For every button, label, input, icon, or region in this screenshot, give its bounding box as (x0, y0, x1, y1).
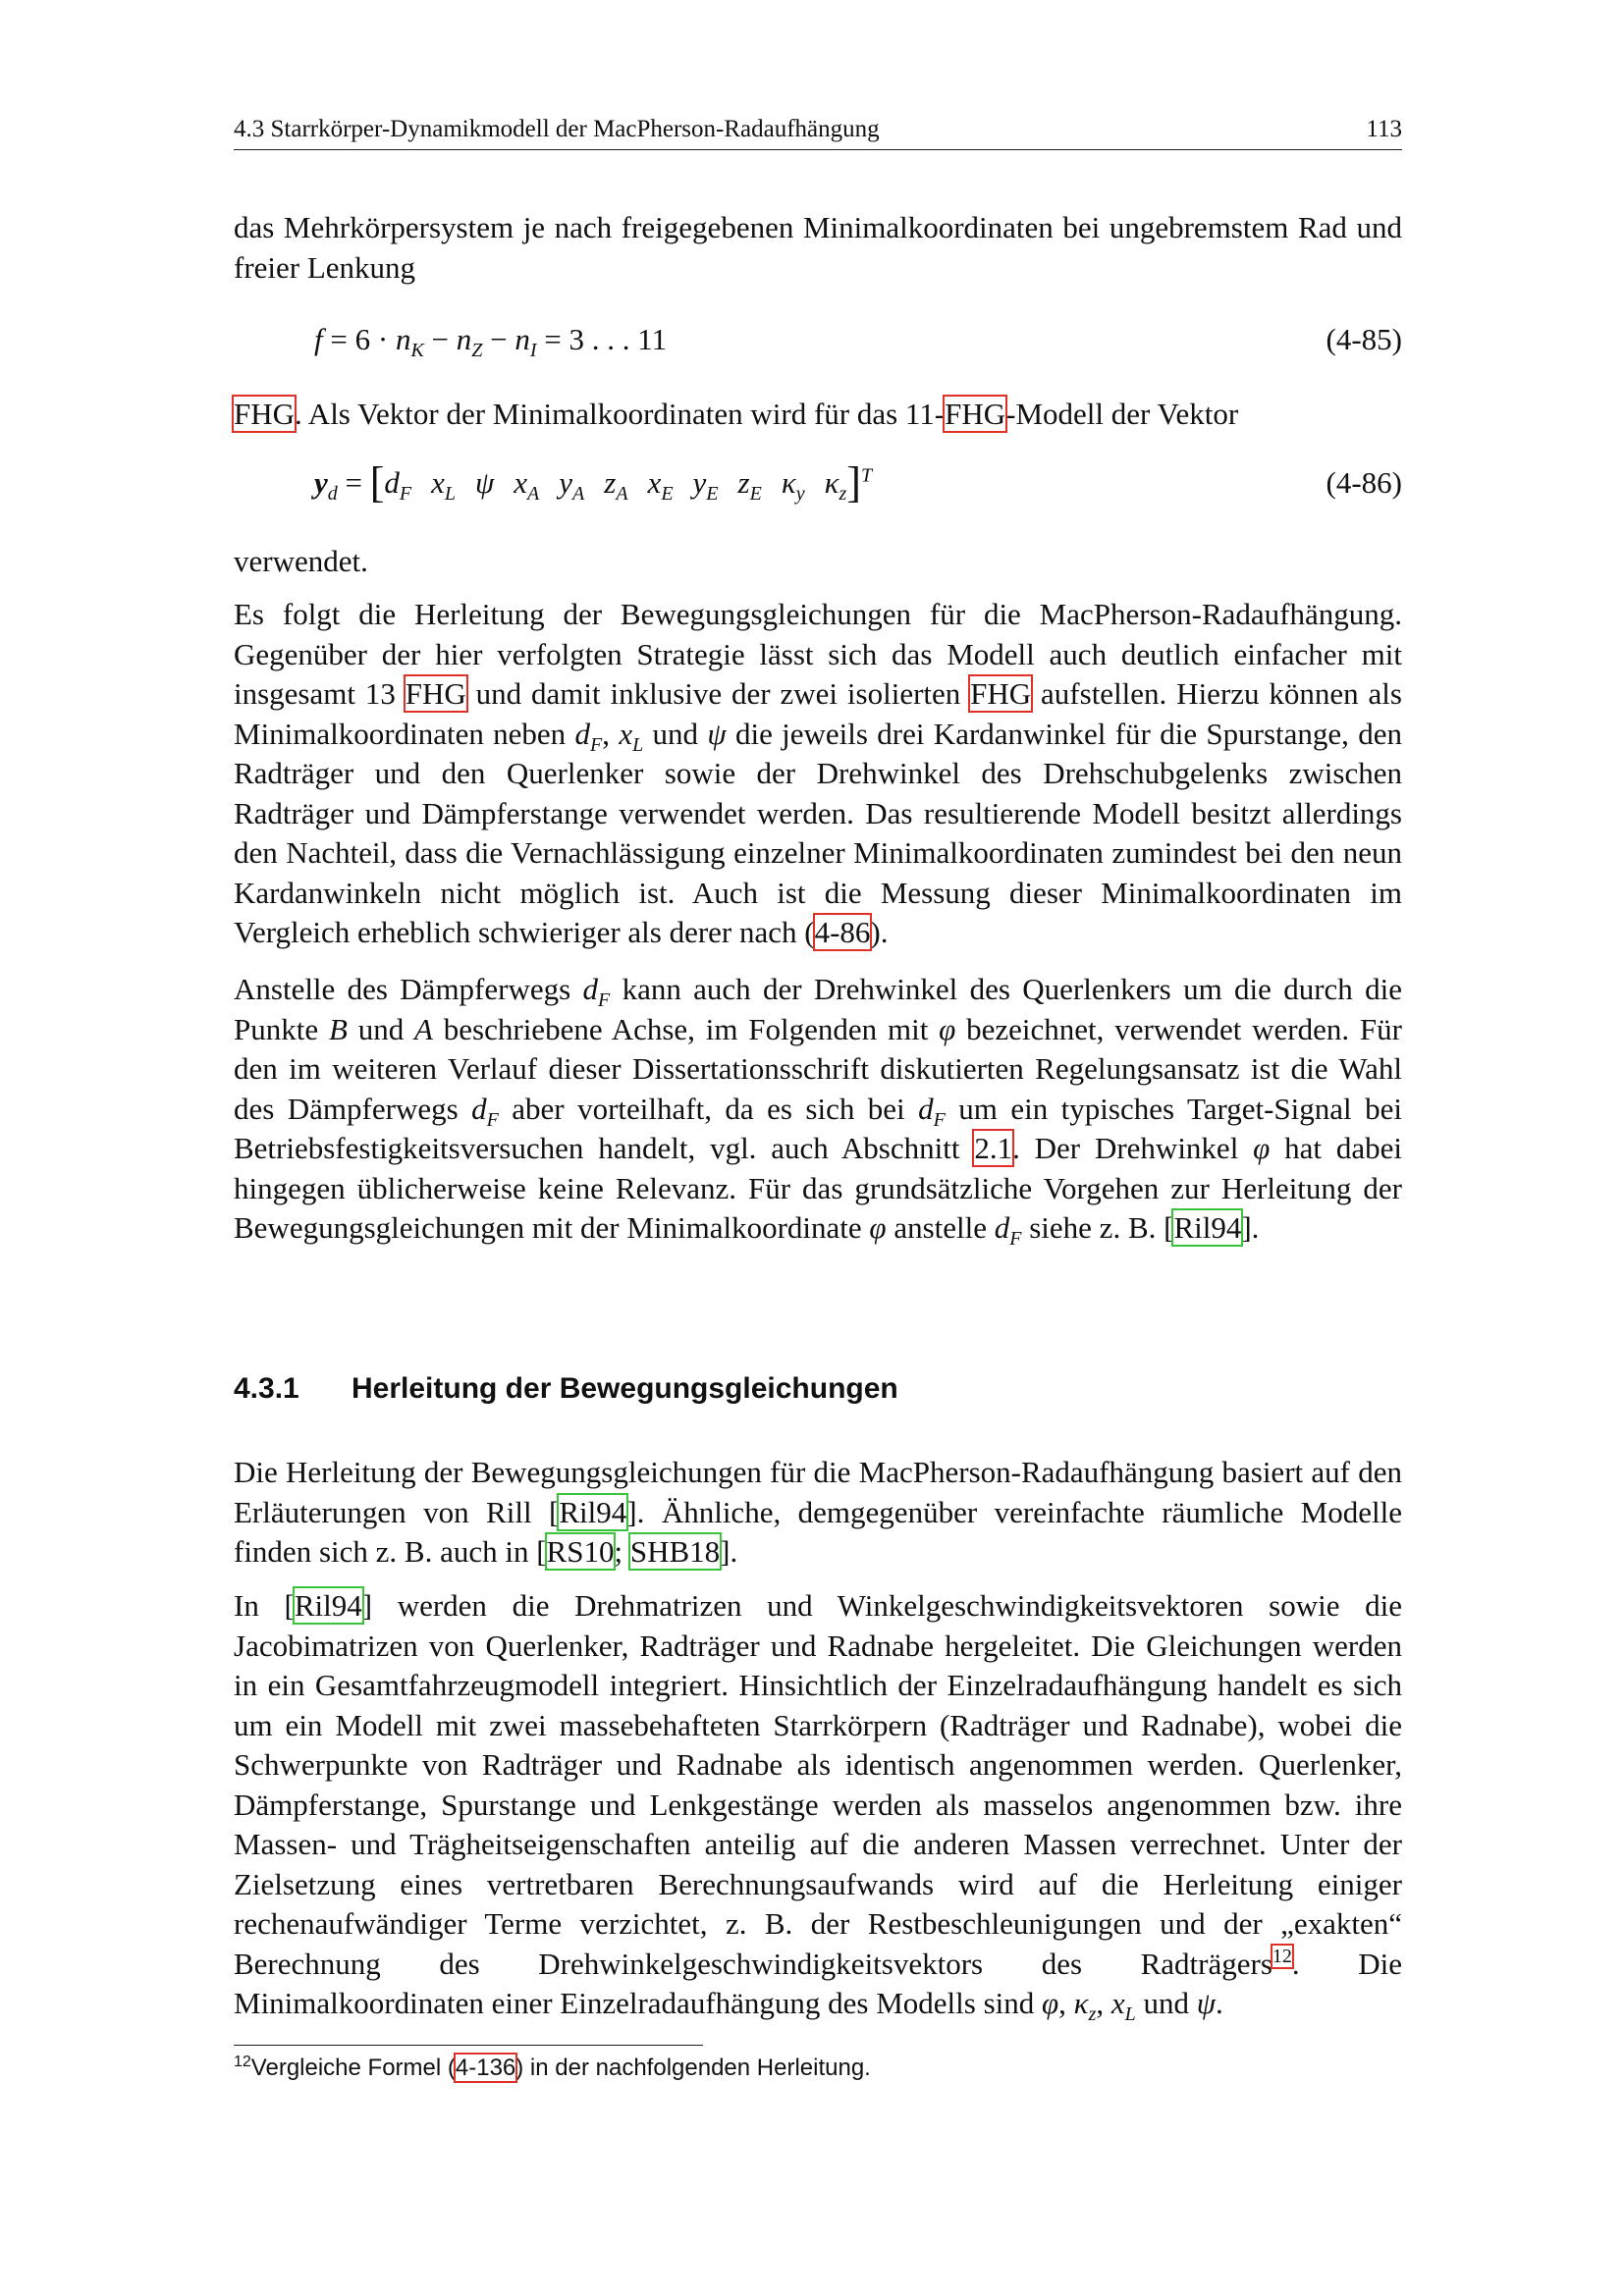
running-title: 4.3 Starrkörper-Dynamikmodell der MacPherson-Radaufhängung (234, 116, 880, 142)
equation-number: (4-86) (1326, 465, 1402, 500)
equation-number: (4-85) (1326, 322, 1402, 356)
footnote-rule (234, 2045, 703, 2046)
fhg-paragraph: FHG. Als Vektor der Minimalkoordinaten wird für das 11-FHG-Modell der Vektor (234, 397, 1239, 431)
equation-link-4-86[interactable]: 4-86 (814, 915, 871, 949)
paragraph-damper-travel: Anstelle des Dämpferwegs $d_F$ kann auch der Drehwinkel des Querlenkers um die durch die Punkte B und A beschriebene Achse, im Folgenden mit φ bezeichnet, verwendet werden. Für den im weiteren Verlauf dieser Dissertationsschrift diskutierten Regelungsansatz ist die Wahl des Dämpferwegs $d_F$ aber vorteilhaft, da es sich bei $d_F$ um ein typisches Target-Signal bei Betriebsfestigkeitsversuchen handelt, vgl. auch Abschnitt 2.1. Der Drehwinkel φ hat dabei hingegen üblicherweise keine Relevanz. Für das grundsätzliche Vorgehen zur Herleitung der Bewegungsgleichungen mit der Minimalkoordinate φ anstelle $d_F$ siehe z. B. [Ril94]. (234, 972, 1403, 1251)
footnote: $^{12}$Vergleiche Formel (4-136) in der nachfolgenden Herleitung. (234, 2054, 871, 2081)
section-link-2-1[interactable]: 2.1 (974, 1131, 1013, 1165)
citation-link-ril94[interactable]: Ril94 (559, 1494, 627, 1529)
acronym-link-fhg[interactable]: FHG (945, 397, 1006, 431)
footnote-mark: 12 (234, 2054, 251, 2070)
page-number: 113 (1366, 116, 1402, 142)
citation-link-ril94[interactable]: Ril94 (294, 1588, 362, 1623)
citation-link-shb18[interactable]: SHB18 (629, 1534, 721, 1569)
citation-link-ril94[interactable]: Ril94 (1173, 1210, 1242, 1245)
equation-4-85-expression: $f = 6 \cdot n_K - n_Z - n_I = 3$ . . . 11 (314, 322, 668, 362)
citation-link-rs10[interactable]: RS10 (546, 1534, 615, 1569)
acronym-link-fhg[interactable]: FHG (234, 397, 296, 431)
intro-paragraph (234, 208, 1402, 288)
equation-4-85 (234, 322, 1402, 365)
intro-text: das Mehrkörpersystem je nach freigegebenen Minimalkoordinaten bei ungebremstem Rad und freier Lenkung (234, 210, 1402, 285)
acronym-link-fhg[interactable]: FHG (970, 676, 1032, 711)
acronym-link-fhg[interactable]: FHG (405, 676, 466, 711)
footnote-link-12[interactable]: 12 (1272, 1946, 1292, 1968)
equation-4-86-expression: $y_d = [d_F$ $x_L$ ψ $x_A$ $y_A$ $z_A$ $x_E$ $y_E$ $z_E$ $\kappa_y$ $\kappa_z]^T$ (314, 458, 873, 507)
equation-4-86 (234, 458, 1402, 508)
paragraph-derivation-strategy: Es folgt die Herleitung der Bewegungsgleichungen für die MacPherson-Radaufhängung. Gegenüber der hier verfolgten Strategie lässt sich das Modell auch deutlich einfacher mit insgesamt 13 FHG und damit inklusive der zwei isolierten FHG aufstellen. Hierzu können als Minimalkoordinaten neben $d_F$, $x_L$ und ψ die jeweils drei Kardanwinkel für die Spurstange, den Radträger und den Querlenker sowie der Drehwinkel des Drehschubgelenks zwischen Radträger und Dämpferstange verwendet werden. Das resultierende Modell besitzt allerdings den Nachteil, dass die Vernachlässigung einzelner Minimalkoordinaten zumindest bei den neun Kardanwinkeln nicht möglich ist. Auch ist die Messung dieser Minimalkoordinaten im Vergleich erheblich schwieriger als derer nach (4-86). (234, 597, 1402, 949)
section-number: 4.3.1 (234, 1372, 299, 1405)
verwendet-line: verwendet. (234, 544, 368, 578)
running-header (234, 110, 1402, 150)
paragraph-rotation-matrices: In [Ril94] werden die Drehmatrizen und Winkelgeschwindigkeitsvektoren sowie die Jacobimatrizen von Querlenker, Radträger und Radnabe hergeleitet. Die Gleichungen werden in ein Gesamtfahrzeugmodell integriert. Hinsichtlich der Einzelradaufhängung handelt es sich um ein Modell mit zwei massebehafteten Starrkörpern (Radträger und Radnabe), wobei die Schwerpunkte von Radträger und Radnabe als identisch angenommen werden. Querlenker, Dämpferstange, Spurstange und Lenkgestänge werden als masselos angenommen bzw. ihre Massen- und Trägheitseigenschaften anteilig auf die anderen Massen verrechnet. Unter der Zielsetzung eines vertretbaren Berechnungsaufwands wird auf die Herleitung einiger rechenaufwändiger Terme verzichtet, z. B. der Restbeschleunigungen und der „exakten“ Berechnung des Drehwinkelgeschwindigkeitsvektors des Radträgers$^{12}$. Die Minimalkoordinaten einer Einzelradaufhängung des Modells sind φ, $\kappa_z$, $x_L$ und ψ. (234, 1588, 1402, 2026)
section-heading (234, 1372, 898, 1406)
section-title: Herleitung der Bewegungsgleichungen (352, 1372, 898, 1405)
equation-link-4-136[interactable]: 4-136 (455, 2055, 516, 2081)
paragraph-based-on-rill: Die Herleitung der Bewegungsgleichungen für die MacPherson-Radaufhängung basiert auf den Erläuterungen von Rill [Ril94]. Ähnliche, demgegenüber vereinfachte räumliche Modelle finden sich z. B. auch in [RS10; SHB18]. (234, 1455, 1402, 1569)
